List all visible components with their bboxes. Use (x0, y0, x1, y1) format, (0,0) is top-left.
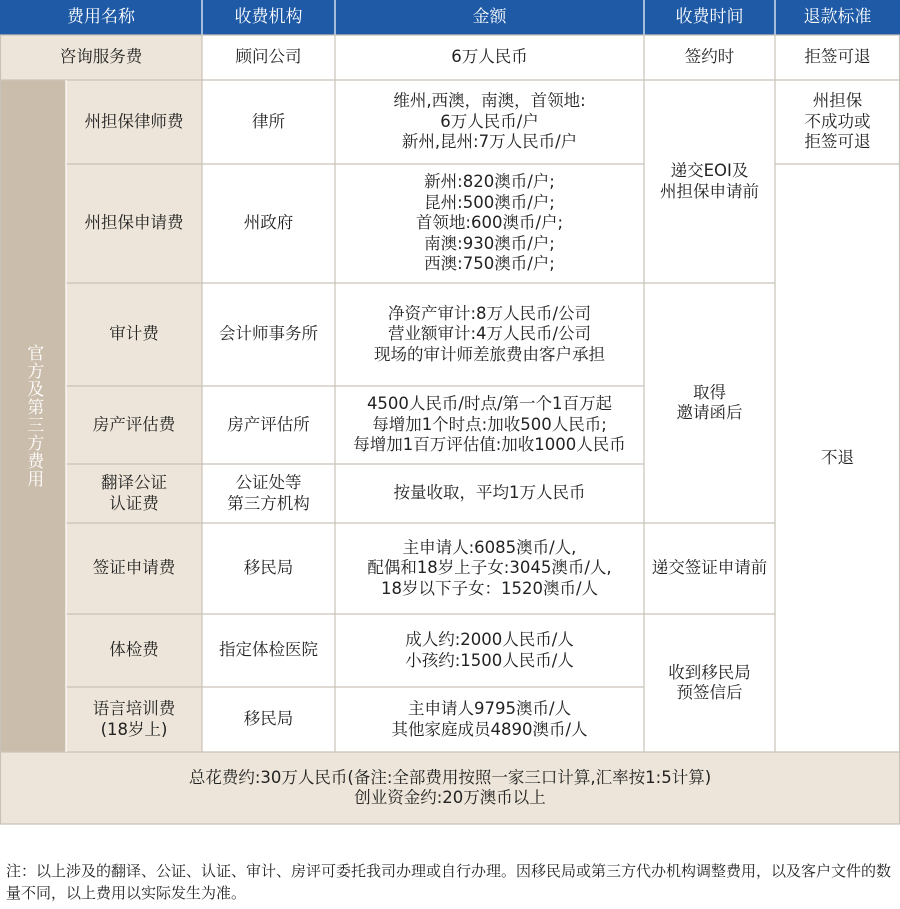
fee-agency-text: 移民局 (243, 709, 294, 729)
summary-total-text: 总花费约:30万人民币(备注:全部费用按照一家三口计算,汇率按1:5计算) (188, 767, 712, 787)
consult-agency-text: 顾问公司 (235, 47, 302, 67)
consult-agency (202, 35, 335, 80)
fee-amount-text: 维州,西澳，南澳，首领地: 6万人民币/户 新州,昆州:7万人民币/户 (393, 91, 586, 152)
time-group-text: 取得 邀请函后 (676, 382, 743, 422)
refund-group-cell (775, 164, 900, 752)
fee-agency-cell (202, 386, 335, 464)
header-refund-text: 退款标准 (803, 7, 872, 28)
fee-amount-text: 成人约:2000人民币/人 小孩约:1500人民币/人 (405, 630, 574, 670)
refund-group-text: 不退 (821, 447, 854, 467)
refund-group-cell (775, 80, 900, 164)
fee-amount-text: 主申请人9795澳币/人 其他家庭成员4890澳币/人 (391, 699, 588, 739)
fee-amount-cell (335, 614, 644, 687)
fee-agency-text: 房产评估所 (227, 414, 310, 434)
refund-group-text: 州担保 不成功或 拒签可退 (804, 91, 871, 152)
header-amount-text: 金额 (472, 7, 507, 28)
consult-name (0, 35, 202, 80)
time-group-cell (644, 283, 775, 523)
fee-name-cell (66, 283, 202, 386)
time-group-cell (644, 523, 775, 614)
fee-name-cell (66, 687, 202, 752)
fee-name-text: 房产评估费 (92, 414, 176, 434)
fee-agency-text: 公证处等 第三方机构 (227, 473, 310, 513)
fee-name-text: 语言培训费 (18岁上) (92, 699, 176, 739)
consult-refund (775, 35, 900, 80)
fee-agency-text: 州政府 (243, 213, 294, 233)
header-refund (775, 0, 900, 35)
fee-name-text: 体检费 (109, 640, 159, 660)
time-group-text: 递交签证申请前 (651, 558, 768, 578)
fee-name-cell (66, 523, 202, 614)
fee-agency-cell (202, 523, 335, 614)
summary-cell (0, 752, 900, 824)
fee-amount-cell (335, 164, 644, 283)
fee-agency-cell (202, 164, 335, 283)
fee-name-cell (66, 386, 202, 464)
footnote: 注：以上涉及的翻译、公证、认证、审计、房评可委托我司办理或自行办理。因移民局或第三方代办机构调整费用，以及客户文件的数量不同，以上费用以实际发生为准。 (6, 862, 892, 902)
time-group-text: 收到移民局 预签信后 (668, 662, 751, 702)
fee-agency-cell (202, 464, 335, 523)
fee-agency-text: 会计师事务所 (219, 324, 318, 344)
fee-name-cell (66, 164, 202, 283)
fee-name-text: 州担保律师费 (84, 111, 184, 131)
group-label-cell (0, 80, 66, 752)
consult-name-text: 咨询服务费 (59, 47, 143, 67)
fee-agency-text: 律所 (252, 111, 285, 131)
fee-name-text: 翻译公证 认证费 (101, 473, 167, 513)
time-group-cell (644, 80, 775, 283)
fee-amount-cell (335, 687, 644, 752)
group-label-text: 官方及第三方费用 (23, 344, 44, 488)
summary-capital-text: 创业资金约:20万澳币以上 (354, 788, 546, 807)
fee-agency-text: 移民局 (243, 558, 294, 578)
fee-amount-text: 净资产审计:8万人民币/公司 营业额审计:4万人民币/公司 现场的审计师差旅费由客户承担 (374, 303, 605, 364)
consult-amount-text: 6万人民币 (451, 47, 528, 67)
header-fee-name (0, 0, 202, 35)
time-group-cell (644, 614, 775, 752)
fee-name-cell (66, 614, 202, 687)
fee-name-cell (66, 464, 202, 523)
time-group-text: 递交EOI及 州担保申请前 (660, 161, 759, 201)
fee-agency-cell (202, 614, 335, 687)
header-agency-text: 收费机构 (234, 7, 303, 28)
fee-amount-text: 新州:820澳币/户; 昆州:500澳币/户; 首领地:600澳币/户; 南澳:930澳币/户; 西澳:750澳币/户; (415, 172, 564, 274)
fee-name-text: 州担保申请费 (84, 213, 184, 233)
fee-agency-cell (202, 687, 335, 752)
fee-name-cell (66, 80, 202, 164)
header-time (644, 0, 775, 35)
fee-amount-cell (335, 523, 644, 614)
header-amount (335, 0, 644, 35)
fee-amount-text: 4500人民币/时点/第一个1百万起 每增加1个时点:加收500人民币; 每增加1百万评估值:加收1000人民币 (353, 394, 626, 455)
consult-refund-text: 拒签可退 (804, 47, 871, 67)
fee-agency-cell (202, 80, 335, 164)
header-agency (202, 0, 335, 35)
consult-time-text: 签约时 (684, 47, 735, 67)
consult-amount (335, 35, 644, 80)
fee-amount-text: 主申请人:6085澳币/人, 配偶和18岁上子女:3045澳币/人, 18岁以下子女：1520澳币/人 (367, 537, 612, 598)
fee-agency-cell (202, 283, 335, 386)
header-fee-name-text: 费用名称 (67, 7, 135, 28)
fee-amount-cell (335, 283, 644, 386)
fee-name-text: 签证申请费 (92, 558, 176, 578)
fee-amount-cell (335, 464, 644, 523)
fee-agency-text: 指定体检医院 (219, 640, 318, 660)
fee-amount-cell (335, 386, 644, 464)
consult-time (644, 35, 775, 80)
header-time-text: 收费时间 (675, 7, 744, 28)
fee-name-text: 审计费 (109, 324, 159, 344)
fee-amount-text: 按量收取，平均1万人民币 (393, 483, 586, 503)
fee-amount-cell (335, 80, 644, 164)
